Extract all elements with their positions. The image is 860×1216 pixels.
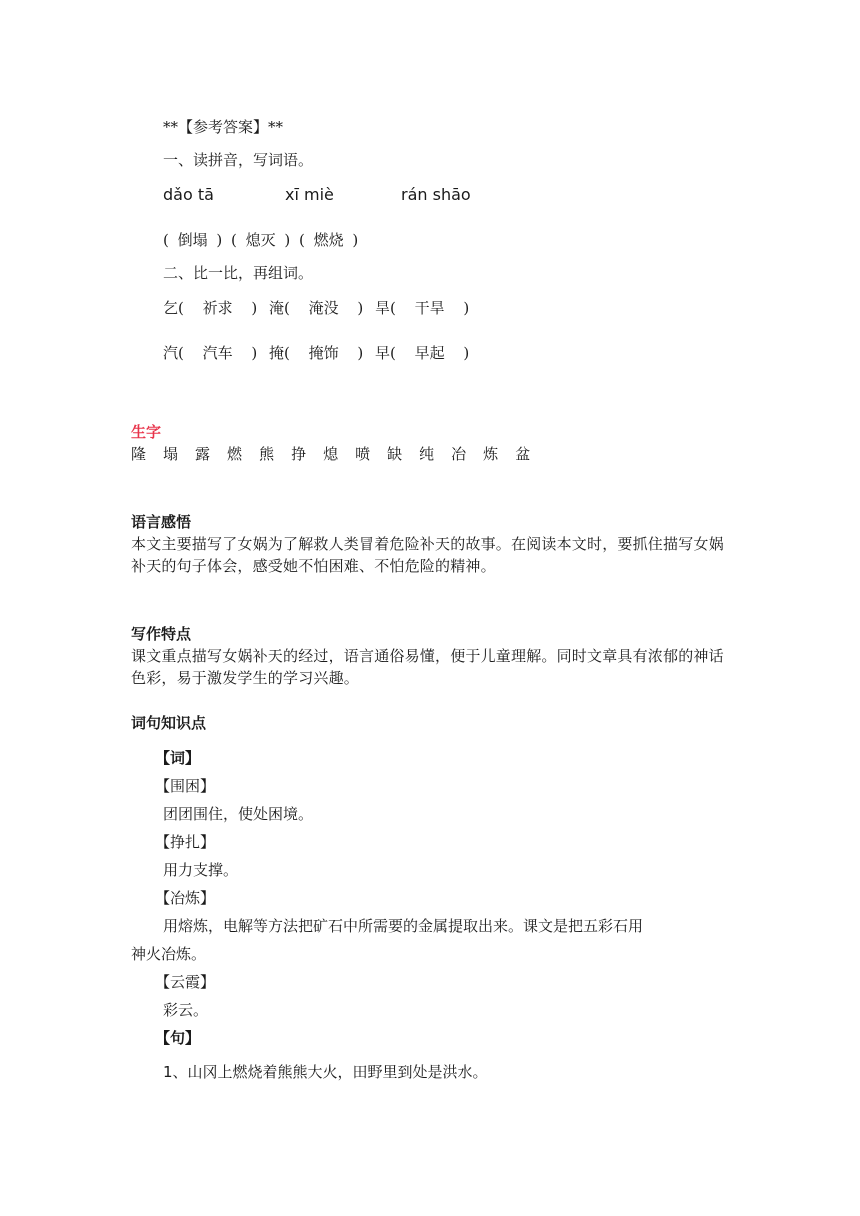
char: 喷 — [355, 445, 371, 463]
word-meaning: 彩云。 — [163, 1001, 209, 1019]
char: 冶 — [451, 445, 467, 463]
shengzi-title: 生字 — [131, 423, 162, 441]
char: 熊 — [259, 445, 275, 463]
question-2-title: 二、比一比，再组词。 — [163, 264, 314, 282]
pinyin-1: dǎo tā — [163, 185, 214, 204]
char: 纯 — [419, 445, 435, 463]
word-meaning: 团团围住，使处困境。 — [163, 805, 314, 823]
sentence-number: 1 — [163, 1063, 173, 1081]
char: 挣 — [291, 445, 307, 463]
pinyin-2: xī miè — [285, 185, 334, 204]
answer-heading: **【参考答案】** — [163, 118, 284, 136]
word-meaning: 用力支撑。 — [163, 861, 239, 879]
yuyan-title: 语言感悟 — [131, 513, 192, 531]
yuyan-text: 本文主要描写了女娲为了解救人类冒着危险补天的故事。在阅读本文时，要抓住描写女娲补天的句子体会，感受她不怕困难、不怕危险的精神。 — [131, 535, 724, 575]
word-entry: 【云霞】 — [155, 973, 216, 991]
char: 隆 — [131, 445, 147, 463]
pinyin-3: rán shāo — [401, 185, 471, 204]
char: 塌 — [163, 445, 179, 463]
word-group: 淹( 淹没 ) — [269, 299, 364, 317]
char: 炼 — [483, 445, 499, 463]
word-entry: 【冶炼】 — [155, 889, 216, 907]
sentence-1 — [163, 1062, 488, 1082]
xiezuo-text: 课文重点描写女娲补天的经过，语言通俗易懂，便于儿童理解。同时文章具有浓郁的神话色彩，易于激发学生的学习兴趣。 — [131, 647, 724, 687]
char: 熄 — [323, 445, 339, 463]
word-group: 早( 早起 ) — [375, 344, 470, 362]
sentence-text: 、山冈上燃烧着熊熊大火，田野里到处是洪水。 — [172, 1063, 488, 1081]
char: 盆 — [515, 445, 531, 463]
question-1-title: 一、读拼音，写词语。 — [163, 151, 314, 169]
char: 缺 — [387, 445, 403, 463]
question-1-answer: ( 倒塌 ) ( 熄灭 ) ( 燃烧 ) — [163, 231, 359, 249]
word-meaning-continued: 神火冶炼。 — [131, 945, 207, 963]
ci-heading: 【词】 — [155, 749, 201, 767]
word-group: 旱( 干旱 ) — [375, 299, 470, 317]
shengzi-chars — [131, 444, 530, 464]
xiezuo-title: 写作特点 — [131, 625, 192, 643]
word-group: 乞( 祈求 ) — [163, 299, 258, 317]
char: 露 — [195, 445, 211, 463]
cijv-title: 词句知识点 — [131, 714, 207, 732]
ju-heading: 【句】 — [155, 1029, 201, 1047]
word-group: 掩( 掩饰 ) — [269, 344, 364, 362]
word-group: 汽( 汽车 ) — [163, 344, 258, 362]
word-entry: 【围困】 — [155, 777, 216, 795]
word-meaning: 用熔炼，电解等方法把矿石中所需要的金属提取出来。课文是把五彩石用 — [163, 917, 644, 935]
char: 燃 — [227, 445, 243, 463]
word-entry: 【挣扎】 — [155, 833, 216, 851]
